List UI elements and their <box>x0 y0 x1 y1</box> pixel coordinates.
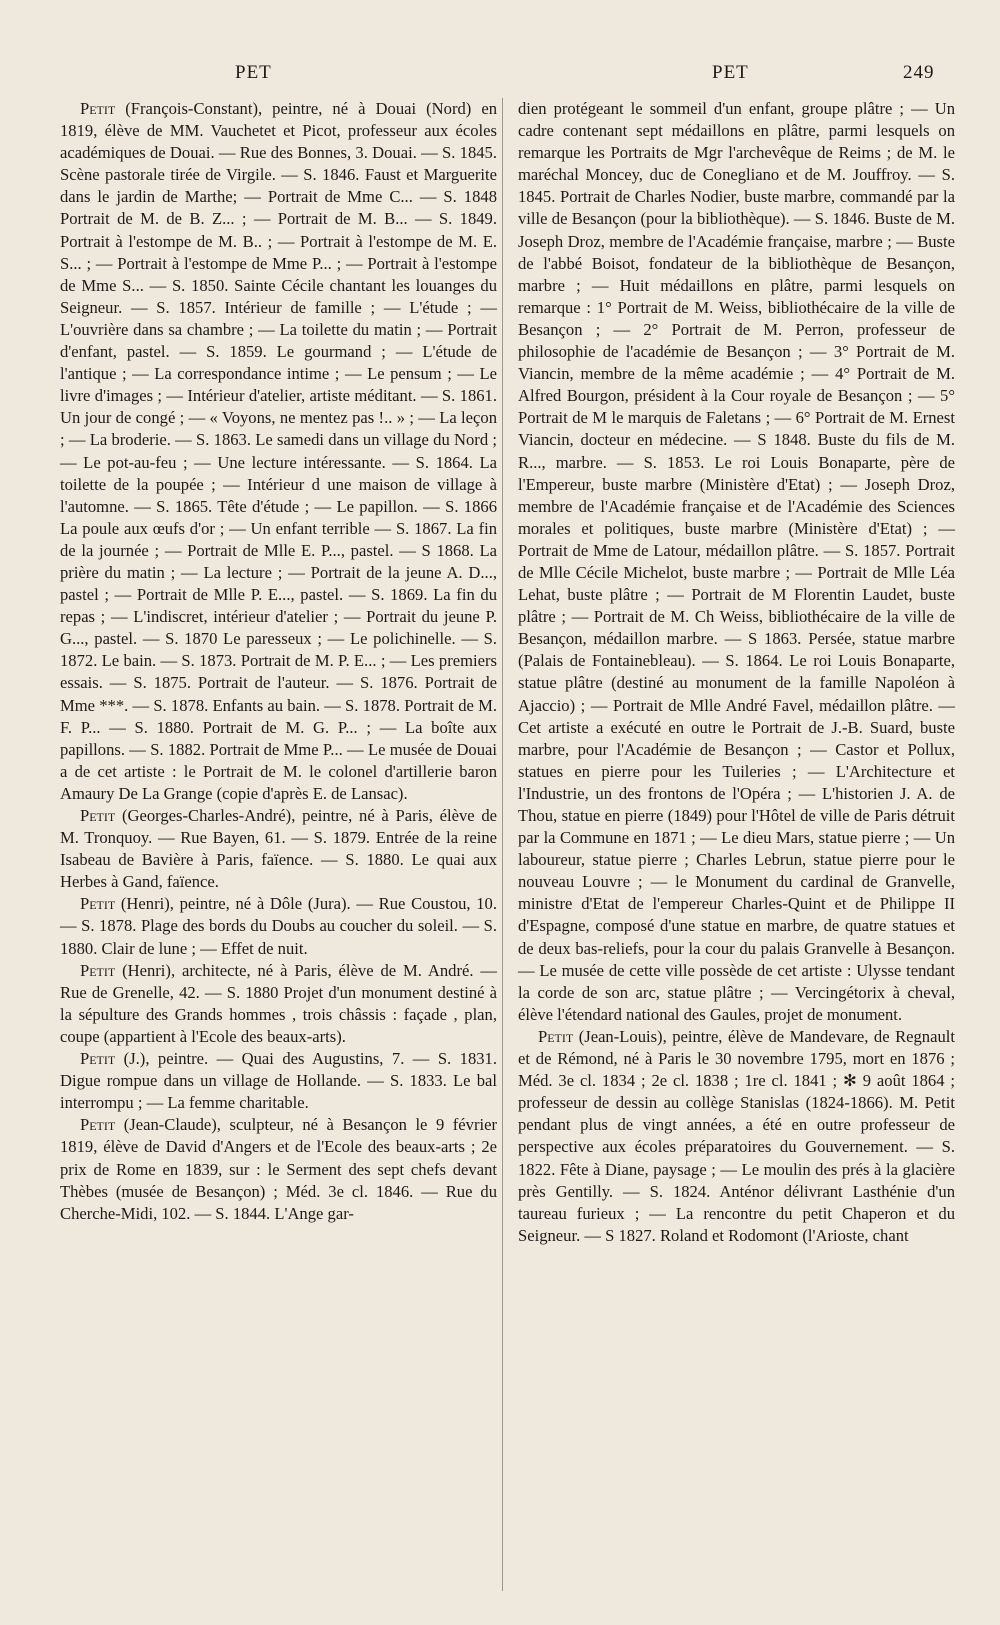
entry <box>60 1048 497 1114</box>
entry-text: (Henri), architecte, né à Paris, élève de M. André. — Rue de Grenelle, 42. — S. 1880 Projet d'un monument destiné à la sépulture des Grands hommes , trois châssis : façade , plan, coupe (appartient à l'Ecole des beaux-arts). <box>60 960 497 1046</box>
entry-text: (J.), peintre. — Quai des Augustins, 7. — S. 1831. Digue rompue dans un village de Hollande. — S. 1833. Le bal interrompu ; — La femme charitable. <box>60 1049 497 1113</box>
entry-name: Petit <box>80 806 116 825</box>
right-column <box>518 98 955 1247</box>
entry <box>518 1026 955 1247</box>
entry <box>60 805 497 893</box>
running-head-left: PET <box>235 62 272 83</box>
entry-text: (Georges-Charles-André), peintre, né à Paris, élève de M. Tronquoy. — Rue Bayen, 61. — S. 1879. Entrée de la reine Isabeau de Bavière à Paris, faïence. — S. 1880. Le quai aux Herbes à Gand, faïence. <box>60 806 497 892</box>
entry-text: dien protégeant le sommeil d'un enfant, groupe plâtre ; — Un cadre contenant sept médaillons en plâtre, parmi lesquels on remarque les Portraits de Mgr l'archevêque de Reims ; de M. le maréchal Moncey, duc de Conegliano et de M. Jouffroy. — S. 1845. Portrait de Charles Nodier, buste marbre, commandé par la ville de Besançon (pour la bibliothèque). — S. 1846. Buste de M. Joseph Droz, membre de l'Académie française, marbre ; — Buste de l'abbé Boisot, fondateur de la bibliothèque de Besançon, marbre ; — Huit médaillons en plâtre, parmi lesquels on remarque : 1° Portrait de M. Weiss, bibliothécaire de la ville de Besançon ; — 2° Portrait de M. Perron, professeur de philosophie de l'académie de Besançon ; — 3° Portrait de M. Viancin, membre de la même académie ; — 4° Portrait de M. Alfred Bourgon, président à la Cour royale de Besançon ; — 5° Portrait de M le marquis de Faletans ; — 6° Portrait de M. Ernest Viancin, docteur en médecine. — S 1848. Buste du fils de M. R..., marbre. — S. 1853. Le roi Louis Bonaparte, père de l'Empereur, buste marbre (Ministère d'Etat) ; — Joseph Droz, membre de l'Académie française et de l'Académie des Sciences morales et politiques, buste marbre (Ministère d'Etat) ; — Portrait de Mme de Latour, médaillon plâtre. — S. 1857. Portrait de Mlle Cécile Michelot, buste marbre ; — Portrait de Mlle Léa Lehat, buste plâtre ; — Portrait de M Florentin Laudet, buste plâtre ; — Portrait de M. Ch Weiss, bibliothécaire de la ville de Besançon, médaillon marbre. — S 1863. Persée, statue marbre (Palais de Fontainebleau). — S. 1864. Le roi Louis Bonaparte, statue plâtre (destiné au monument de la famille Napoléon à Ajaccio) ; — Portrait de Mlle André Favel, médaillon plâtre. — Cet artiste a exécuté en outre le Portrait de J.-B. Suard, buste marbre, pour l'Académie de Besançon ; — Castor et Pollux, statues en pierre pour les Tuileries ; — L'Architecture et l'Industrie, un des frontons de l'Opéra ; — L'historien J. A. de Thou, statue en pierre (1849) pour l'Hôtel de ville de Paris détruit par la Commune en 1871 ; — Le dieu Mars, statue pierre ; — Un laboureur, statue pierre ; Charles Lebrun, statue pierre pour le nouveau Louvre ; — le Monument du cardinal de Granvelle, ministre d'Etat de l'empereur Charles-Quint et de Philippe II d'Espagne, composé d'une statue en marbre, de quatre statues et de deux bas-reliefs, pour la cour du palais Granvelle à Besançon. — Le musée de cette ville possède de cet artiste : Ulysse tendant la corde de son arc, statue plâtre ; — Vercingétorix à cheval, élève l'étendard national des Gaules, projet de monument. <box>518 99 955 1024</box>
column-divider <box>502 98 503 1591</box>
entry-name: Petit <box>80 894 116 914</box>
page-number: 249 <box>903 62 935 83</box>
entry-name: Petit <box>80 1115 116 1135</box>
entry-continuation <box>518 98 955 1026</box>
entry-text: (Jean-Louis), peintre, élève de Mandevare, de Regnault et de Rémond, né à Paris le 30 novembre 1795, mort en 1876 ; Méd. 3e cl. 1834 ; 2e cl. 1838 ; 1re cl. 1841 ; ✻ 9 août 1864 ; professeur de dessin au collège Stanislas (1824-1866). M. Petit pendant plus de vingt années, a été en outre professeur de perspective aux écoles préparatoires du Gouvernement. — S. 1822. Fête à Diane, paysage ; — Le moulin des prés à la glacière près Gentilly. — S. 1824. Anténor délivrant Lasthénie d'un taureau furieux ; — La rencontre du petit Chaperon et du Seigneur. — S 1827. Roland et Rodomont (l'Arioste, chant <box>518 1026 955 1245</box>
entry-text: (Jean-Claude), sculpteur, né à Besançon le 9 février 1819, élève de David d'Angers et de l'Ecole des beaux-arts ; 2e prix de Rome en 1839, sur : le Serment des sept chefs devant Thèbes (musée de Besançon) ; Méd. 3e cl. 1846. — Rue du Cherche-Midi, 102. — S. 1844. L'Ange gar- <box>60 1115 497 1223</box>
entry <box>60 98 497 805</box>
running-head-right: PET <box>712 62 749 83</box>
entry <box>60 893 497 959</box>
entry-name: Petit <box>80 960 116 980</box>
left-column <box>60 98 497 1225</box>
entry-text: (Henri), peintre, né à Dôle (Jura). — Rue Coustou, 10. — S. 1878. Plage des bords du Doubs au coucher du soleil. — S. 1880. Clair de lune ; — Effet de nuit. <box>60 894 497 958</box>
entry-name: Petit <box>538 1026 574 1046</box>
entry-name: Petit <box>80 1049 116 1069</box>
entry <box>60 1114 497 1224</box>
entry <box>60 960 497 1048</box>
entry-name: Petit <box>80 99 116 118</box>
entry-text: (François-Constant), peintre, né à Douai (Nord) en 1819, élève de MM. Vauchetet et Picot, professeur aux écoles académiques de Douai. — Rue des Bonnes, 3. Douai. — S. 1845. Scène pastorale tirée de Virgile. — S. 1846. Faust et Marguerite dans le jardin de Marthe; — Portrait de Mme C... — S. 1848 Portrait de M. de B. Z... ; — Portrait de M. B... — S. 1849. Portrait à l'estompe de M. B.. ; — Portrait à l'estompe de M. E. S... ; — Portrait à l'estompe de Mme P... ; — Portrait à l'estompe de Mme S... — S. 1850. Sainte Cécile chantant les louanges du Seigneur. — S. 1857. Intérieur de famille ; — L'étude ; — L'ouvrière dans sa chambre ; — La toilette du matin ; — Portrait d'enfant, pastel. — S. 1859. Le gourmand ; — L'étude de l'antique ; — La correspondance intime ; — Le pensum ; — Le livre d'images ; — Intérieur d'atelier, artiste méditant. — S. 1861. Un jour de congé ; — « Voyons, ne mentez pas !.. » ; — La leçon ; — La broderie. — S. 1863. Le samedi dans un village du Nord ; — Le pot-au-feu ; — Une lecture intéressante. — S. 1864. La toilette de la poupée ; — Intérieur d une maison de village à l'automne. — S. 1865. Tête d'étude ; — Le papillon. — S. 1866 La poule aux œufs d'or ; — Un enfant terrible — S. 1867. La fin de la journée ; — Portrait de Mlle E. P..., pastel. — S 1868. La prière du matin ; — La lecture ; — Portrait de la jeune A. D..., pastel ; — Portrait de Mlle P. E..., pastel. — S. 1869. La fin du repas ; — L'indiscret, intérieur d'atelier ; — Portrait du jeune P. G..., pastel. — S. 1870 Le paresseux ; — Le polichinelle. — S. 1872. Le bain. — S. 1873. Portrait de M. P. E... ; — Les premiers essais. — S. 1875. Portrait de l'auteur. — S. 1876. Portrait de Mme ***. — S. 1878. Enfants au bain. — S. 1878. Portrait de M. F. P... — S. 1880. Portrait de M. G. P... ; — La boîte aux papillons. — S. 1882. Portrait de Mme P... — Le musée de Douai a de cet artiste : le Portrait de M. le colonel d'artillerie baron Amaury De La Grange (copie d'après E. de Lansac). <box>60 99 497 803</box>
